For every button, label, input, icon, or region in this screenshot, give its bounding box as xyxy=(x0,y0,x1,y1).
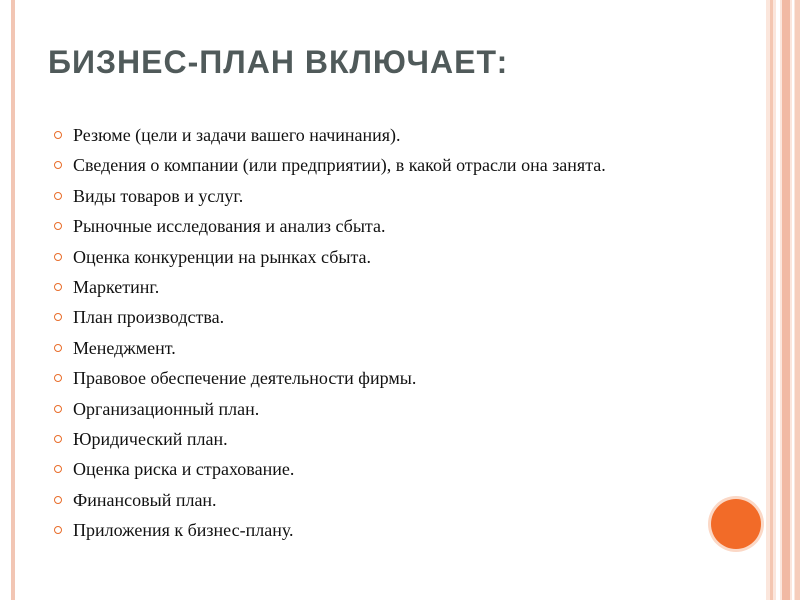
list-item xyxy=(54,306,734,328)
list-item xyxy=(54,398,734,420)
stripe xyxy=(792,0,794,600)
list-item xyxy=(54,458,734,480)
list-item xyxy=(54,428,734,450)
bullet-circle-icon xyxy=(54,435,62,443)
bullet-circle-icon xyxy=(54,253,62,261)
list-item-text: Оценка риска и страхование. xyxy=(73,459,295,480)
list-item-text: Организационный план. xyxy=(73,398,260,419)
list-item xyxy=(54,124,734,146)
list-item xyxy=(54,276,734,298)
orange-circle-decoration xyxy=(711,499,761,549)
stripe xyxy=(770,0,773,600)
list-item-text: Резюме (цели и задачи вашего начинания). xyxy=(73,125,401,145)
list-item xyxy=(54,185,734,207)
left-border-line xyxy=(11,0,15,600)
list-item xyxy=(54,215,734,237)
bullet-list xyxy=(54,124,734,549)
list-item-text: Приложения к бизнес-плану. xyxy=(73,520,294,541)
stripe xyxy=(795,0,800,600)
stripe xyxy=(782,0,790,600)
bullet-circle-icon xyxy=(54,222,62,230)
stripe xyxy=(776,0,780,600)
bullet-circle-icon xyxy=(54,374,62,382)
bullet-circle-icon xyxy=(54,344,62,352)
list-item-text: Рыночные исследования и анализ сбыта. xyxy=(73,216,386,237)
bullet-circle-icon xyxy=(54,465,62,473)
bullet-circle-icon xyxy=(54,192,62,200)
slide-title: БИЗНЕС-ПЛАН ВКЛЮЧАЕТ: xyxy=(48,44,509,80)
list-item-text: Виды товаров и услуг. xyxy=(73,185,244,206)
list-item xyxy=(54,246,734,268)
bullet-circle-icon xyxy=(54,405,62,413)
list-item-text: Сведения о компании (или предприятии), в какой отрасли она занята. xyxy=(73,155,606,176)
list-item-text: Оценка конкуренции на рынках сбыта. xyxy=(73,246,372,267)
bullet-circle-icon xyxy=(54,161,62,169)
list-item-text: Менеджмент. xyxy=(73,337,176,358)
bullet-circle-icon xyxy=(54,313,62,321)
list-item xyxy=(54,337,734,359)
list-item xyxy=(54,489,734,511)
list-item-text: Финансовый план. xyxy=(73,489,217,510)
list-item-text: Правовое обеспечение деятельности фирмы. xyxy=(73,368,417,389)
list-item-text: Маркетинг. xyxy=(73,276,160,297)
bullet-circle-icon xyxy=(54,131,62,139)
list-item xyxy=(54,154,734,176)
bullet-circle-icon xyxy=(54,496,62,504)
bullet-circle-icon xyxy=(54,283,62,291)
list-item xyxy=(54,367,734,389)
list-item-text: План производства. xyxy=(73,307,225,328)
list-item xyxy=(54,519,734,541)
list-item-text: Юридический план. xyxy=(73,428,228,449)
bullet-circle-icon xyxy=(54,526,62,534)
